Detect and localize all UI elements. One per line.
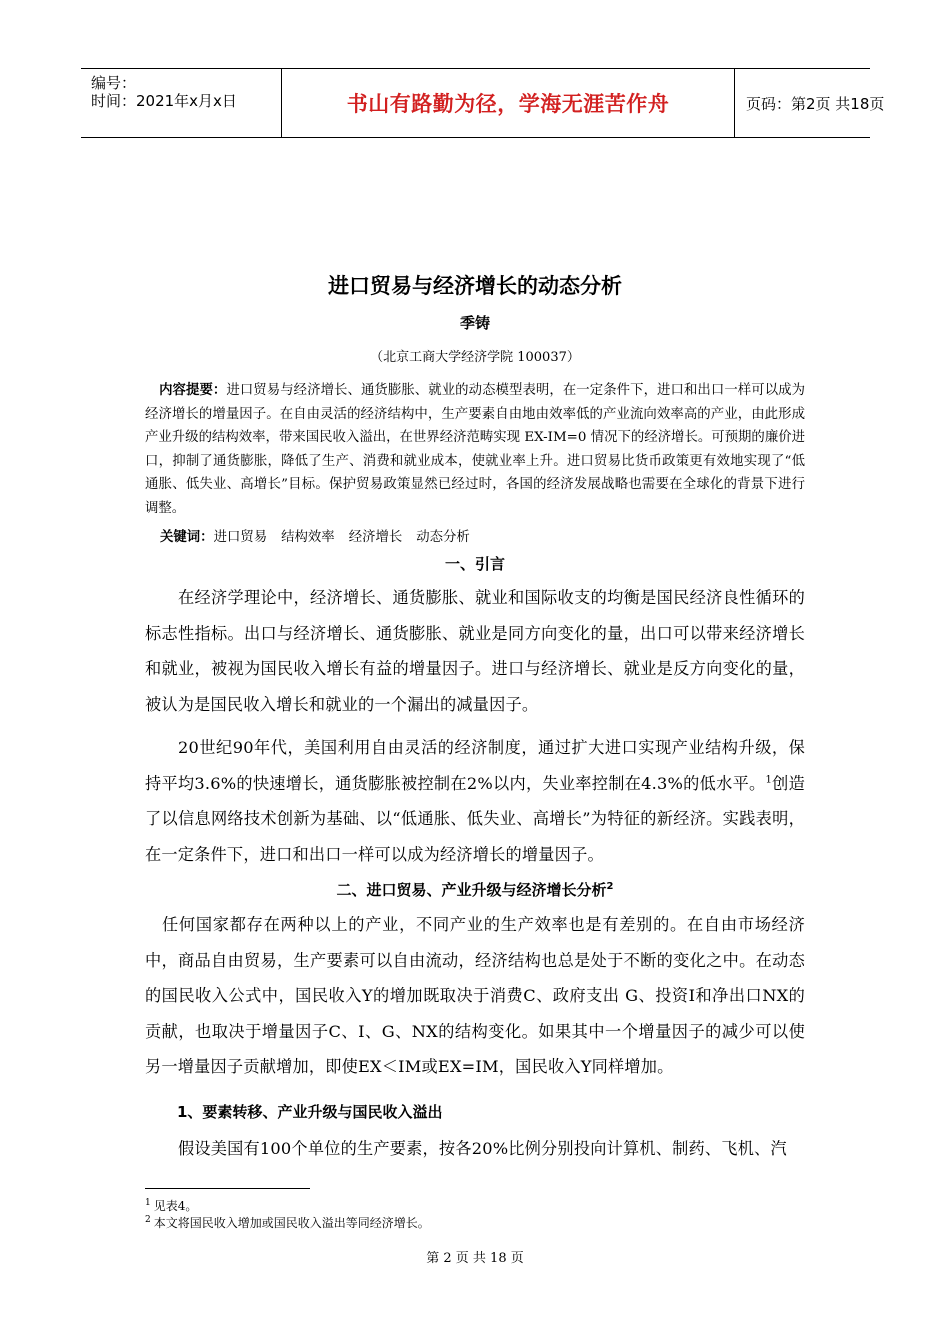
keywords xyxy=(160,528,484,548)
footnote-divider xyxy=(145,1188,310,1189)
paragraph: 任何国家都存在两种以上的产业，不同产业的生产效率也是有差别的。在自由市场经济中，商品自由贸易，生产要素可以自由流动，经济结构也总是处于不断的变化之中。在动态的国民收入公式中，国民收入Y的增加既取决于消费C、政府支出 G、投资I和净出口NX的贡献，也取决于增量因子C、I、G、NX的结构变化。如果其中一个增量因子的减少可以使另一增量因子贡献增加，即使EX＜IM或EX=IM，国民收入Y同样增加。 xyxy=(145,915,805,1076)
motto-text: 书山有路勤为径，学海无涯苦作舟 xyxy=(346,92,670,116)
footnote xyxy=(145,1212,430,1231)
footnote-ref: 2 xyxy=(606,881,614,892)
keyword: 经济增长 xyxy=(348,530,403,545)
footnote-ref: 1 xyxy=(765,774,773,786)
header-motto-cell xyxy=(281,69,735,137)
header-table xyxy=(81,68,885,138)
section-heading-analysis xyxy=(0,879,950,900)
article-author: 季铸 xyxy=(459,314,490,332)
abstract-text: 进口贸易与经济增长、通货膨胀、就业的动态模型表明，在一定条件下，进口和出口一样可以成为经济增长的增量因子。在自由灵活的经济结构中，生产要素自由地由效率低的产业流向效率高的产业，由此形成产业升级的结构效率，带来国民收入溢出，在世界经济范畴实现 EX-IM=0 情况下的经济增长。可预期的廉价进口，抑制了通货膨胀，降低了生产、消费和就业成本，使就业率上升。进口贸易比货币政策更有效地实现了“低通胀、低失业、高增长”目标。保护贸易政策显然已经过时，各国的经济发展战略也需要在全球化的背景下进行调整。 xyxy=(145,383,805,516)
abstract xyxy=(145,379,805,520)
keyword: 进口贸易 xyxy=(213,530,268,545)
section-heading-introduction: 一、引言 xyxy=(444,555,505,573)
article-affiliation: （北京工商大学经济学院 100037） xyxy=(370,350,580,365)
article-title: 进口贸易与经济增长的动态分析 xyxy=(328,274,622,298)
paragraph-text: 20世纪90年代，美国利用自由灵活的经济制度，通过扩大进口实现产业结构升级，保持平均3.6%的快速增长，通货膨胀被控制在2%以内，失业率控制在4.3%的低水平。 xyxy=(145,738,805,793)
number-label: 编号： xyxy=(91,74,137,92)
header-page-label: 页码：第2页 共18页 xyxy=(746,94,885,113)
subsection-heading: 1、要素转移、产业升级与国民收入溢出 xyxy=(177,1103,443,1121)
paragraph xyxy=(145,730,805,872)
footnote-number: 2 xyxy=(145,1215,151,1225)
keyword: 结构效率 xyxy=(281,530,335,545)
keywords-label: 关键词： xyxy=(160,530,214,545)
paragraph: 在经济学理论中，经济增长、通货膨胀、就业和国际收支的均衡是国民经济良性循环的标志性指标。出口与经济增长、通货膨胀、就业是同方向变化的量，出口可以带来经济增长和就业，被视为国民收入增长有益的增量因子。进口与经济增长、就业是反方向变化的量，被认为是国民收入增长和就业的一个漏出的减量因子。 xyxy=(145,588,805,714)
page-footer: 第 2 页 共 18 页 xyxy=(426,1251,524,1266)
footnote-text: 本文将国民收入增加或国民收入溢出等同经济增长。 xyxy=(153,1216,430,1230)
section-title-text: 二、进口贸易、产业升级与经济增长分析 xyxy=(336,881,607,899)
abstract-label: 内容提要： xyxy=(159,383,227,398)
paragraph: 假设美国有100个单位的生产要素，按各20%比例分别投向计算机、制药、飞机、汽 xyxy=(178,1139,787,1158)
footnote-text: 见表4。 xyxy=(153,1199,198,1213)
paragraph-text: 创造了以信息网络技术创新为基础、以“低通胀、低失业、高增长”为特征的新经济。实践表明，在一定条件下，进口和出口一样可以成为经济增长的增量因子。 xyxy=(145,773,805,864)
keyword: 动态分析 xyxy=(416,530,470,545)
date-label: 时间：2021年x月x日 xyxy=(91,92,237,110)
footnote-number: 1 xyxy=(145,1198,151,1208)
header-left-cell xyxy=(81,69,281,137)
